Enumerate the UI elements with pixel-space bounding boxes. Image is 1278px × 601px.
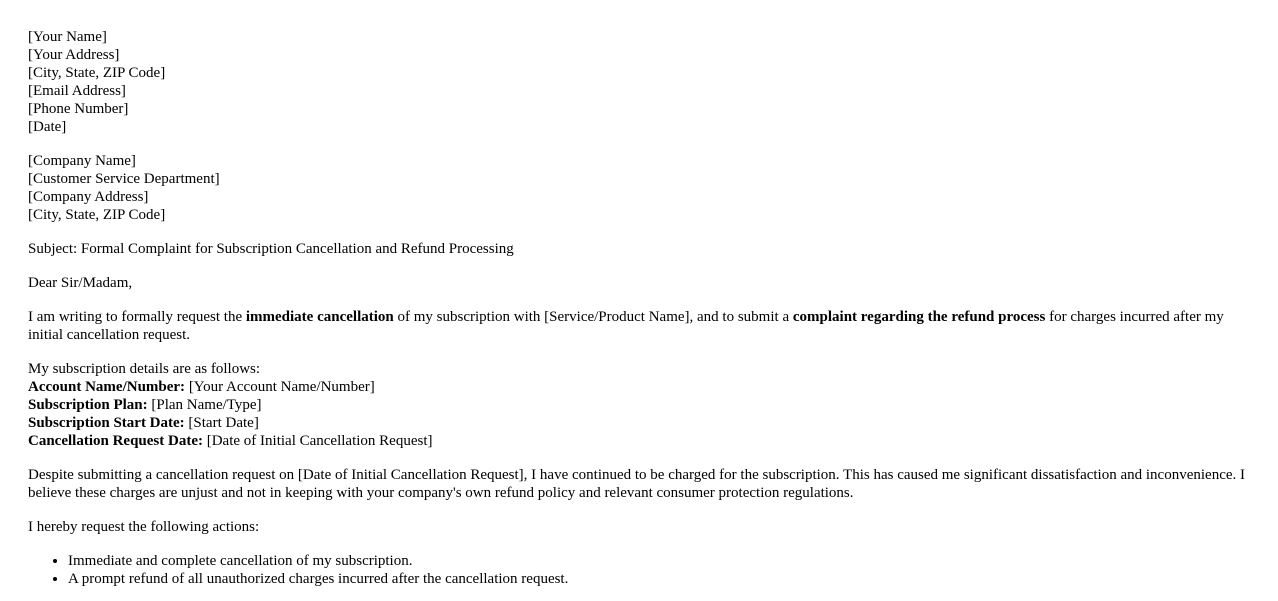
detail-row bbox=[28, 378, 1250, 396]
intro-bold-1: immediate cancellation bbox=[245, 309, 394, 325]
detail-label: Cancellation Request Date: bbox=[28, 433, 203, 449]
subscription-details bbox=[28, 360, 1250, 450]
recipient-department: [Customer Service Department] bbox=[28, 171, 220, 187]
recipient-company: [Company Name] bbox=[28, 153, 136, 169]
detail-label: Subscription Start Date: bbox=[28, 415, 185, 431]
sender-date: [Date] bbox=[28, 119, 67, 135]
sender-phone: [Phone Number] bbox=[28, 101, 129, 117]
detail-label: Subscription Plan: bbox=[28, 397, 148, 413]
salutation: Dear Sir/Madam, bbox=[28, 275, 133, 291]
detail-row bbox=[28, 432, 1250, 450]
details-heading: My subscription details are as follows: bbox=[28, 361, 261, 377]
sender-name: [Your Name] bbox=[28, 29, 107, 45]
subject-line: Subject: Formal Complaint for Subscription Cancellation and Refund Processing bbox=[28, 241, 514, 257]
recipient-address: [Company Address] bbox=[28, 189, 149, 205]
detail-value: [Start Date] bbox=[184, 415, 259, 431]
intro-text-1: I am writing to formally request the bbox=[28, 309, 246, 325]
list-item: • Immediate and complete cancellation of my subscription. bbox=[68, 552, 1250, 570]
list-item: • A prompt refund of all unauthorized charges incurred after the cancellation request. bbox=[68, 570, 1250, 588]
complaint-paragraph: Despite submitting a cancellation request on [Date of Initial Cancellation Request], I have continued to be charged for the subscription. This has caused me significant dissatisfaction and inconvenience. I believe these charges are unjust and not in keeping with your company's own refund policy and relevant consumer protection regulations. bbox=[28, 467, 1245, 501]
intro-text-3: for charges incurred after my initial cancellation request. bbox=[28, 309, 1224, 343]
detail-row bbox=[28, 414, 1250, 432]
recipient-city: [City, State, ZIP Code] bbox=[28, 207, 166, 223]
sender-city: [City, State, ZIP Code] bbox=[28, 65, 166, 81]
sender-email: [Email Address] bbox=[28, 83, 126, 99]
intro-bold-2: complaint regarding the refund process bbox=[792, 309, 1046, 325]
detail-label: Account Name/Number: bbox=[28, 379, 186, 395]
detail-row bbox=[28, 396, 1250, 414]
detail-value: [Your Account Name/Number] bbox=[185, 379, 375, 395]
recipient-block bbox=[28, 152, 1250, 224]
detail-value: [Date of Initial Cancellation Request] bbox=[202, 433, 433, 449]
actions-heading: I hereby request the following actions: bbox=[28, 519, 260, 535]
sender-block bbox=[28, 28, 1250, 136]
sender-address: [Your Address] bbox=[28, 47, 120, 63]
actions-list bbox=[28, 552, 1250, 588]
intro-paragraph bbox=[28, 308, 1250, 344]
intro-text-2: of my subscription with [Service/Product Name], and to submit a bbox=[393, 309, 793, 325]
detail-value: [Plan Name/Type] bbox=[147, 397, 262, 413]
